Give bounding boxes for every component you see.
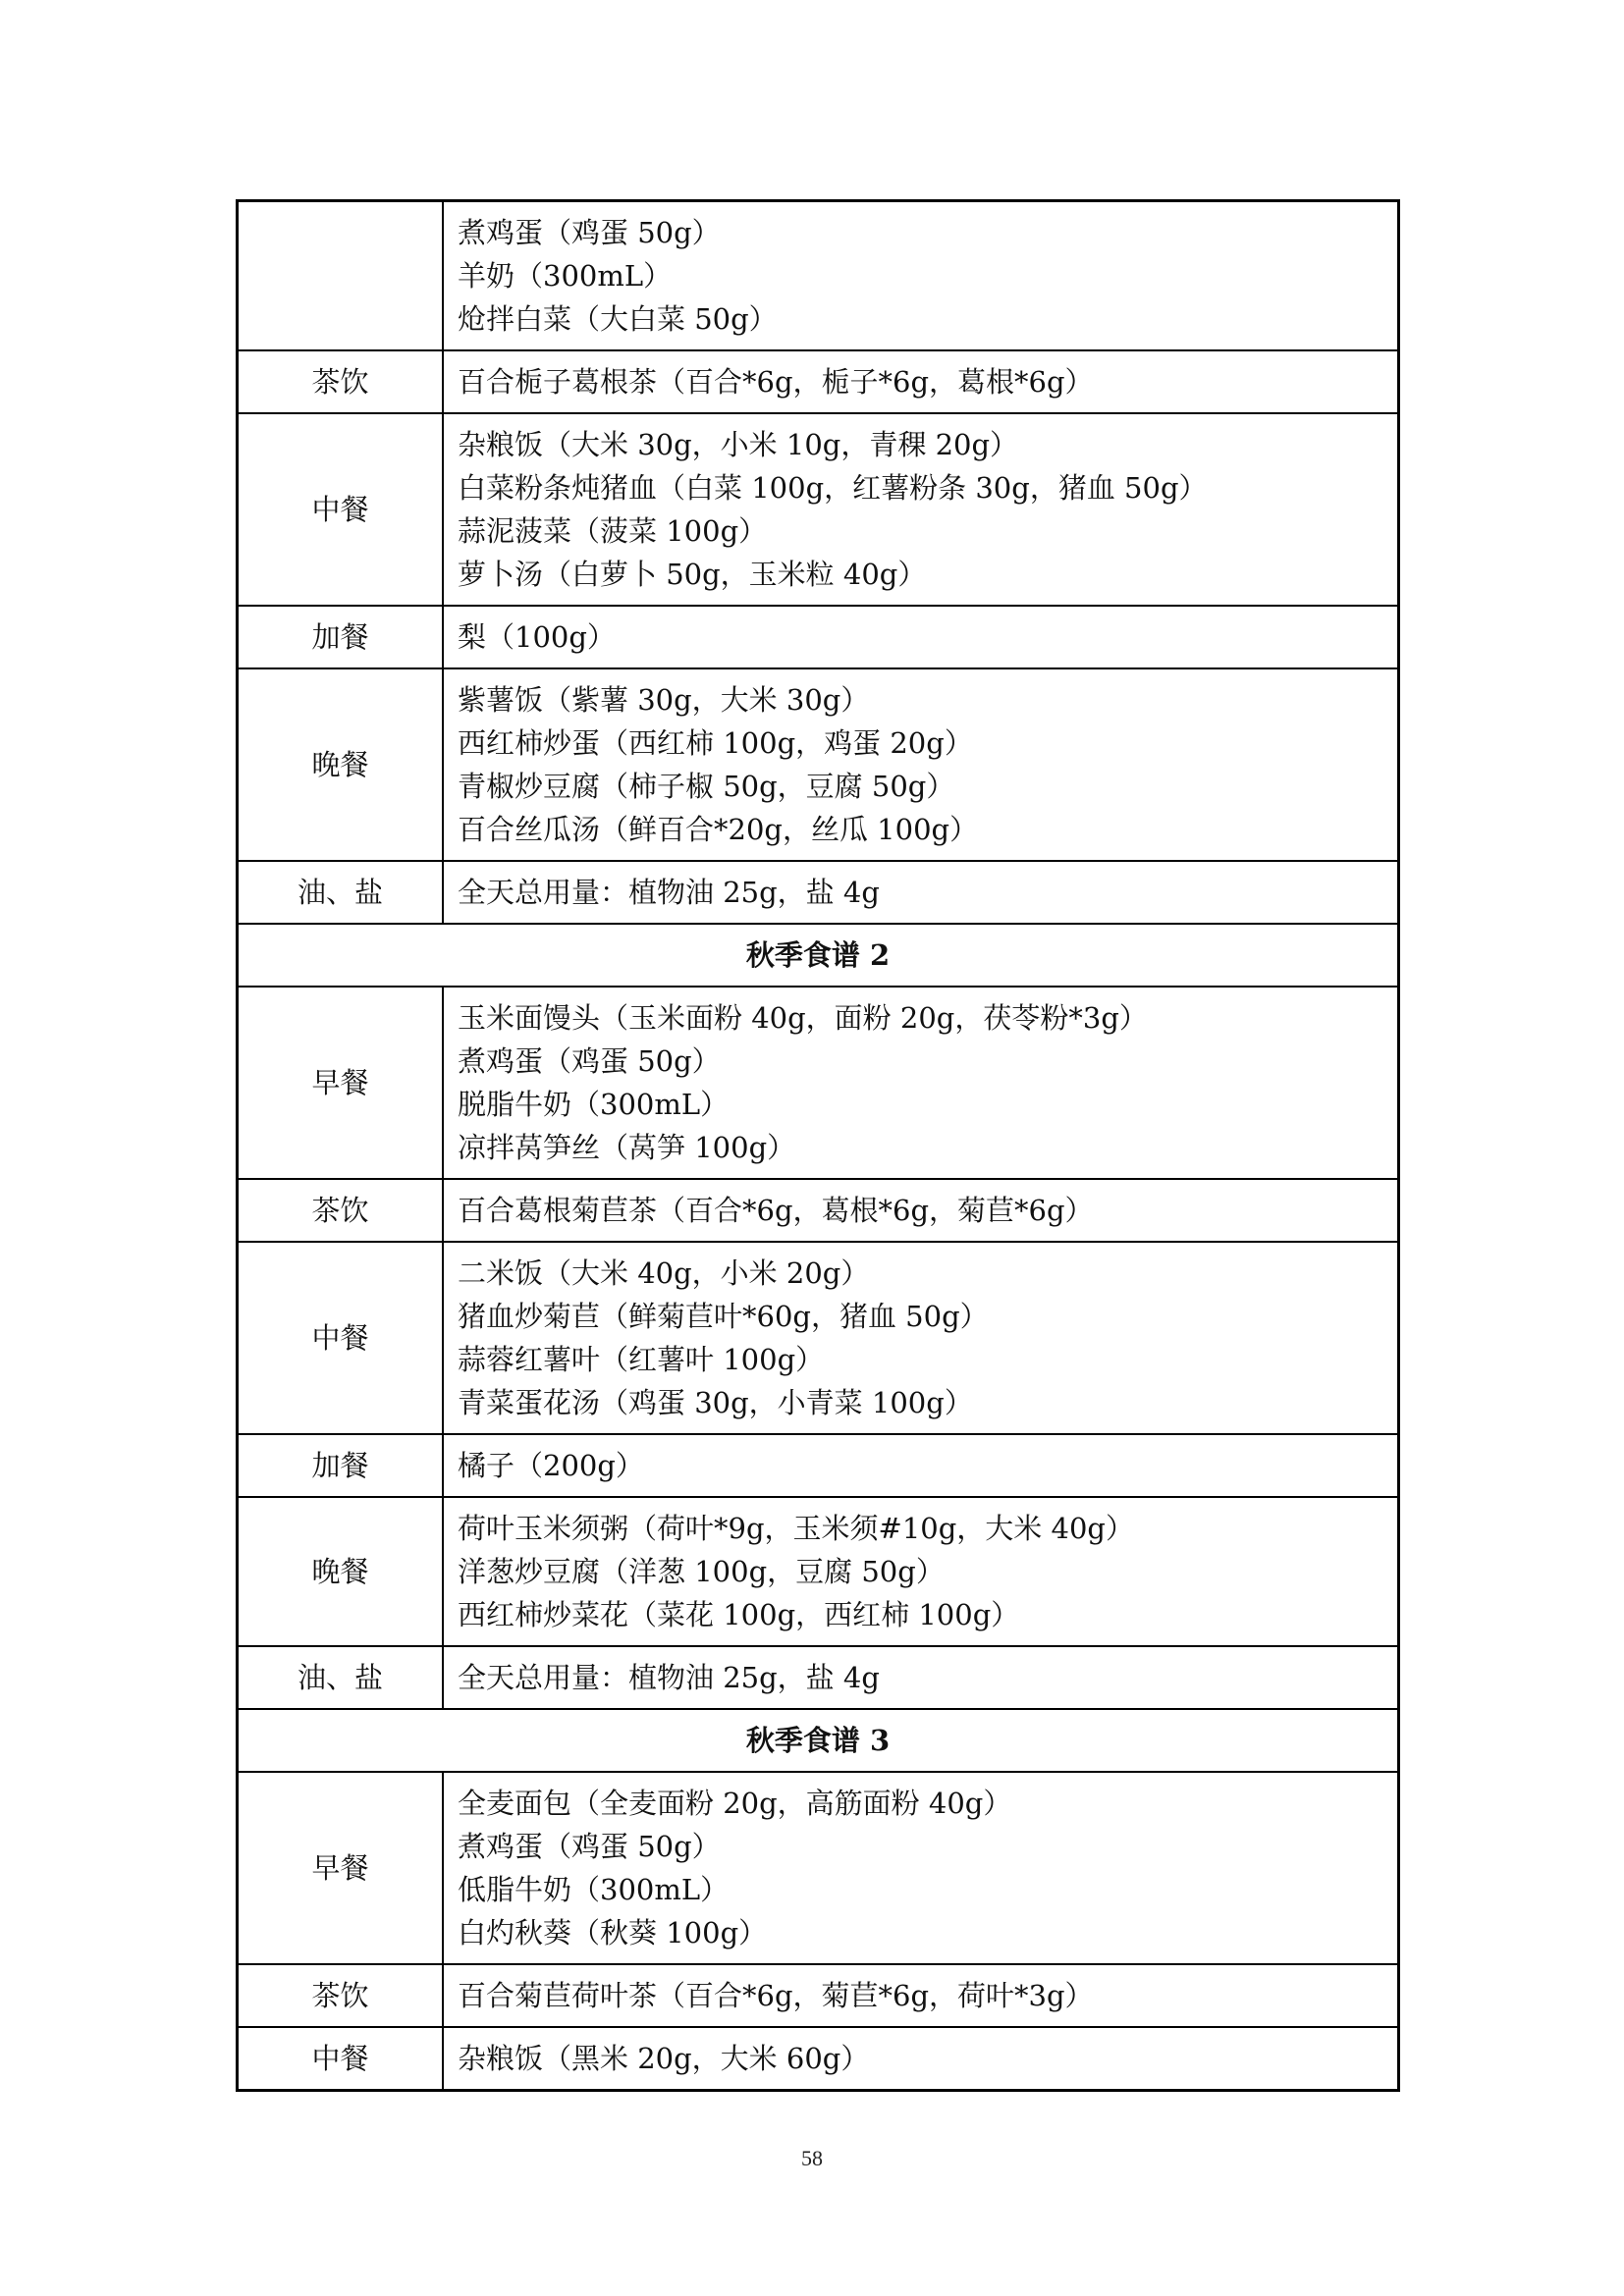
meal-items xyxy=(443,1497,1399,1646)
meal-item: 西红柿炒菜花（菜花 100g，西红柿 100g） xyxy=(458,1598,1020,1631)
meal-item: 蒜泥菠菜（菠菜 100g） xyxy=(458,514,768,548)
meal-items xyxy=(443,1179,1399,1242)
meal-item: 青菜蛋花汤（鸡蛋 30g，小青菜 100g） xyxy=(458,1386,973,1419)
meal-items xyxy=(443,1242,1399,1434)
section-title: 秋季食谱 2 xyxy=(238,924,1399,987)
meal-items xyxy=(443,668,1399,861)
meal-label: 加餐 xyxy=(238,606,444,668)
meal-item: 白菜粉条炖猪血（白菜 100g，红薯粉条 30g，猪血 50g） xyxy=(458,471,1208,505)
meal-item: 煮鸡蛋（鸡蛋 50g） xyxy=(458,1044,721,1078)
meal-label: 茶饮 xyxy=(238,1179,444,1242)
meal-label: 中餐 xyxy=(238,2027,444,2091)
meal-row xyxy=(238,201,1399,351)
meal-items xyxy=(443,1772,1399,1964)
meal-items xyxy=(443,861,1399,924)
meal-items xyxy=(443,987,1399,1179)
meal-item: 全天总用量：植物油 25g，盐 4g xyxy=(458,876,880,909)
meal-item: 杂粮饭（大米 30g，小米 10g，青稞 20g） xyxy=(458,428,1019,461)
meal-item: 百合菊苣荷叶茶（百合*6g，菊苣*6g，荷叶*3g） xyxy=(458,1979,1094,2012)
meal-item: 二米饭（大米 40g，小米 20g） xyxy=(458,1256,870,1290)
section-title: 秋季食谱 3 xyxy=(238,1709,1399,1772)
meal-item: 煮鸡蛋（鸡蛋 50g） xyxy=(458,1830,721,1863)
meal-item: 白灼秋葵（秋葵 100g） xyxy=(458,1916,768,1949)
meal-item: 荷叶玉米须粥（荷叶*9g，玉米须#10g，大米 40g） xyxy=(458,1512,1134,1545)
meal-items xyxy=(443,413,1399,606)
meal-row xyxy=(238,1497,1399,1646)
meal-row xyxy=(238,1434,1399,1497)
meal-label: 茶饮 xyxy=(238,350,444,413)
meal-item: 玉米面馒头（玉米面粉 40g，面粉 20g，茯苓粉*3g） xyxy=(458,1001,1148,1035)
meal-row xyxy=(238,1646,1399,1709)
meal-row xyxy=(238,1242,1399,1434)
meal-item: 凉拌莴笋丝（莴笋 100g） xyxy=(458,1131,796,1164)
meal-label: 中餐 xyxy=(238,413,444,606)
meal-row xyxy=(238,413,1399,606)
meal-items xyxy=(443,1434,1399,1497)
meal-row xyxy=(238,668,1399,861)
meal-item: 梨（100g） xyxy=(458,620,616,654)
meal-row xyxy=(238,1964,1399,2027)
meal-items xyxy=(443,201,1399,351)
meal-label: 晚餐 xyxy=(238,1497,444,1646)
meal-label: 油、盐 xyxy=(238,1646,444,1709)
meal-item: 萝卜汤（白萝卜 50g，玉米粒 40g） xyxy=(458,558,927,591)
page-number: 58 xyxy=(801,2146,823,2170)
meal-label: 早餐 xyxy=(238,987,444,1179)
meal-label: 中餐 xyxy=(238,1242,444,1434)
meal-items xyxy=(443,2027,1399,2091)
meal-row xyxy=(238,606,1399,668)
meal-item: 杂粮饭（黑米 20g，大米 60g） xyxy=(458,2042,870,2075)
meal-row xyxy=(238,2027,1399,2091)
meal-item: 猪血炒菊苣（鲜菊苣叶*60g，猪血 50g） xyxy=(458,1300,989,1333)
meal-item: 百合栀子葛根茶（百合*6g，栀子*6g，葛根*6g） xyxy=(458,365,1094,399)
meal-item: 低脂牛奶（300mL） xyxy=(458,1873,730,1906)
meal-items xyxy=(443,1646,1399,1709)
meal-item: 百合葛根菊苣茶（百合*6g，葛根*6g，菊苣*6g） xyxy=(458,1194,1094,1227)
meal-item: 紫薯饭（紫薯 30g，大米 30g） xyxy=(458,683,870,717)
meal-items xyxy=(443,1964,1399,2027)
meal-label: 加餐 xyxy=(238,1434,444,1497)
meal-item: 羊奶（300mL） xyxy=(458,259,673,293)
section-header-row xyxy=(238,1709,1399,1772)
meal-row xyxy=(238,1772,1399,1964)
meal-item: 全天总用量：植物油 25g，盐 4g xyxy=(458,1661,880,1694)
section-header-row xyxy=(238,924,1399,987)
meal-items xyxy=(443,606,1399,668)
meal-label: 晚餐 xyxy=(238,668,444,861)
meal-label: 早餐 xyxy=(238,1772,444,1964)
menu-table-body xyxy=(238,201,1399,2091)
meal-item: 百合丝瓜汤（鲜百合*20g，丝瓜 100g） xyxy=(458,813,979,846)
meal-item: 煮鸡蛋（鸡蛋 50g） xyxy=(458,216,721,249)
meal-row xyxy=(238,861,1399,924)
menu-table xyxy=(236,199,1400,2092)
meal-item: 脱脂牛奶（300mL） xyxy=(458,1088,730,1121)
meal-label: 油、盐 xyxy=(238,861,444,924)
meal-row xyxy=(238,987,1399,1179)
meal-row xyxy=(238,350,1399,413)
meal-item: 洋葱炒豆腐（洋葱 100g，豆腐 50g） xyxy=(458,1555,945,1588)
meal-item: 蒜蓉红薯叶（红薯叶 100g） xyxy=(458,1343,825,1376)
meal-item: 炝拌白菜（大白菜 50g） xyxy=(458,302,778,336)
meal-item: 西红柿炒蛋（西红柿 100g，鸡蛋 20g） xyxy=(458,726,973,760)
meal-item: 青椒炒豆腐（柿子椒 50g，豆腐 50g） xyxy=(458,770,955,803)
meal-item: 橘子（200g） xyxy=(458,1449,644,1482)
meal-label: 茶饮 xyxy=(238,1964,444,2027)
meal-label xyxy=(238,201,444,351)
meal-items xyxy=(443,350,1399,413)
meal-row xyxy=(238,1179,1399,1242)
meal-item: 全麦面包（全麦面粉 20g，高筋面粉 40g） xyxy=(458,1787,1012,1820)
